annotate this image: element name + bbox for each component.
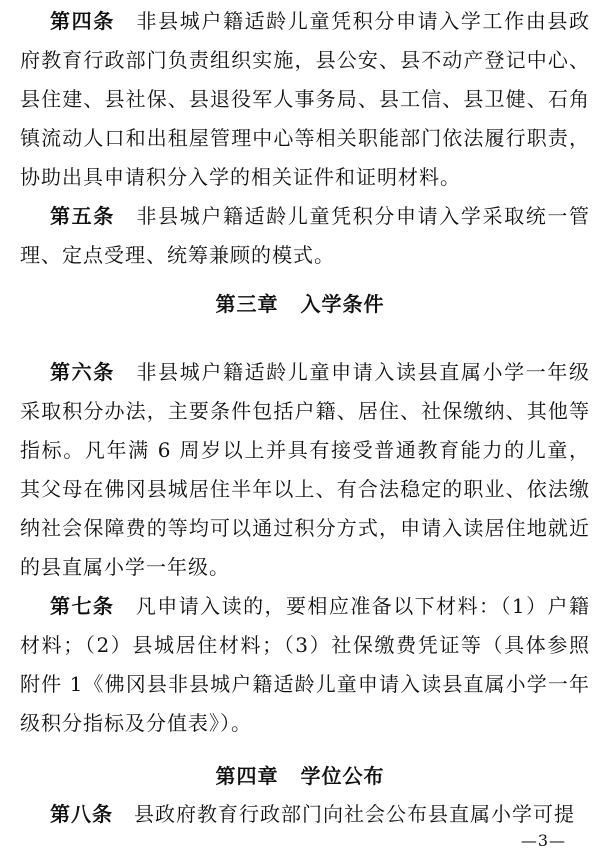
article-4-text: 非县城户籍适龄儿童凭积分申请入学工作由县政府教育行政部门负责组织实施，县公安、县不动产登记中心、县住建、县社保、县退役军人事务局、县工信、县卫健、石角镇流动人口和出租屋管理中心等相关职能部门依法履行职责，协助出具申请积分入学的相关证件和证明材料。 xyxy=(20,9,590,189)
article-8 xyxy=(20,795,590,834)
article-4 xyxy=(20,2,590,197)
article-5 xyxy=(20,197,590,275)
article-5-label: 第五条 xyxy=(50,204,115,228)
article-6-label: 第六条 xyxy=(50,360,115,384)
chapter-3-number: 第三章 xyxy=(215,292,279,316)
page-number: —3— xyxy=(520,831,566,850)
chapter-3-heading xyxy=(0,289,600,319)
article-5-text: 非县城户籍适龄儿童凭积分申请入学采取统一管理、定点受理、统筹兼顾的模式。 xyxy=(20,204,590,267)
chapter-3-title: 入学条件 xyxy=(300,292,385,316)
article-6 xyxy=(20,353,590,587)
article-8-label: 第八条 xyxy=(50,802,113,826)
article-7 xyxy=(20,587,590,743)
article-7-text: 凡申请入读的，要相应准备以下材料：（1）户籍材料；（2）县城居住材料；（3）社保缴费凭证等（具体参照附件 1《佛冈县非县城户籍适龄儿童申请入读县直属小学一年级积分指标及分值表》）。 xyxy=(20,594,590,735)
article-8-text: 县政府教育行政部门向社会公布县直属小学可提 xyxy=(134,802,575,826)
article-7-label: 第七条 xyxy=(50,594,115,618)
article-6-text: 非县城户籍适龄儿童申请入读县直属小学一年级采取积分办法，主要条件包括户籍、居住、社保缴纳、其他等指标。凡年满 6 周岁以上并具有接受普通教育能力的儿童，其父母在佛冈县城居住半年以上、有合法稳定的职业、依法缴纳社会保障费的等均可以通过积分方式，申请入读居住地就近的县直属小学一年级。 xyxy=(20,360,590,579)
article-4-label: 第四条 xyxy=(50,9,115,33)
chapter-4-number: 第四章 xyxy=(215,764,279,788)
chapter-4-heading xyxy=(0,761,600,791)
chapter-4-title: 学位公布 xyxy=(300,764,385,788)
